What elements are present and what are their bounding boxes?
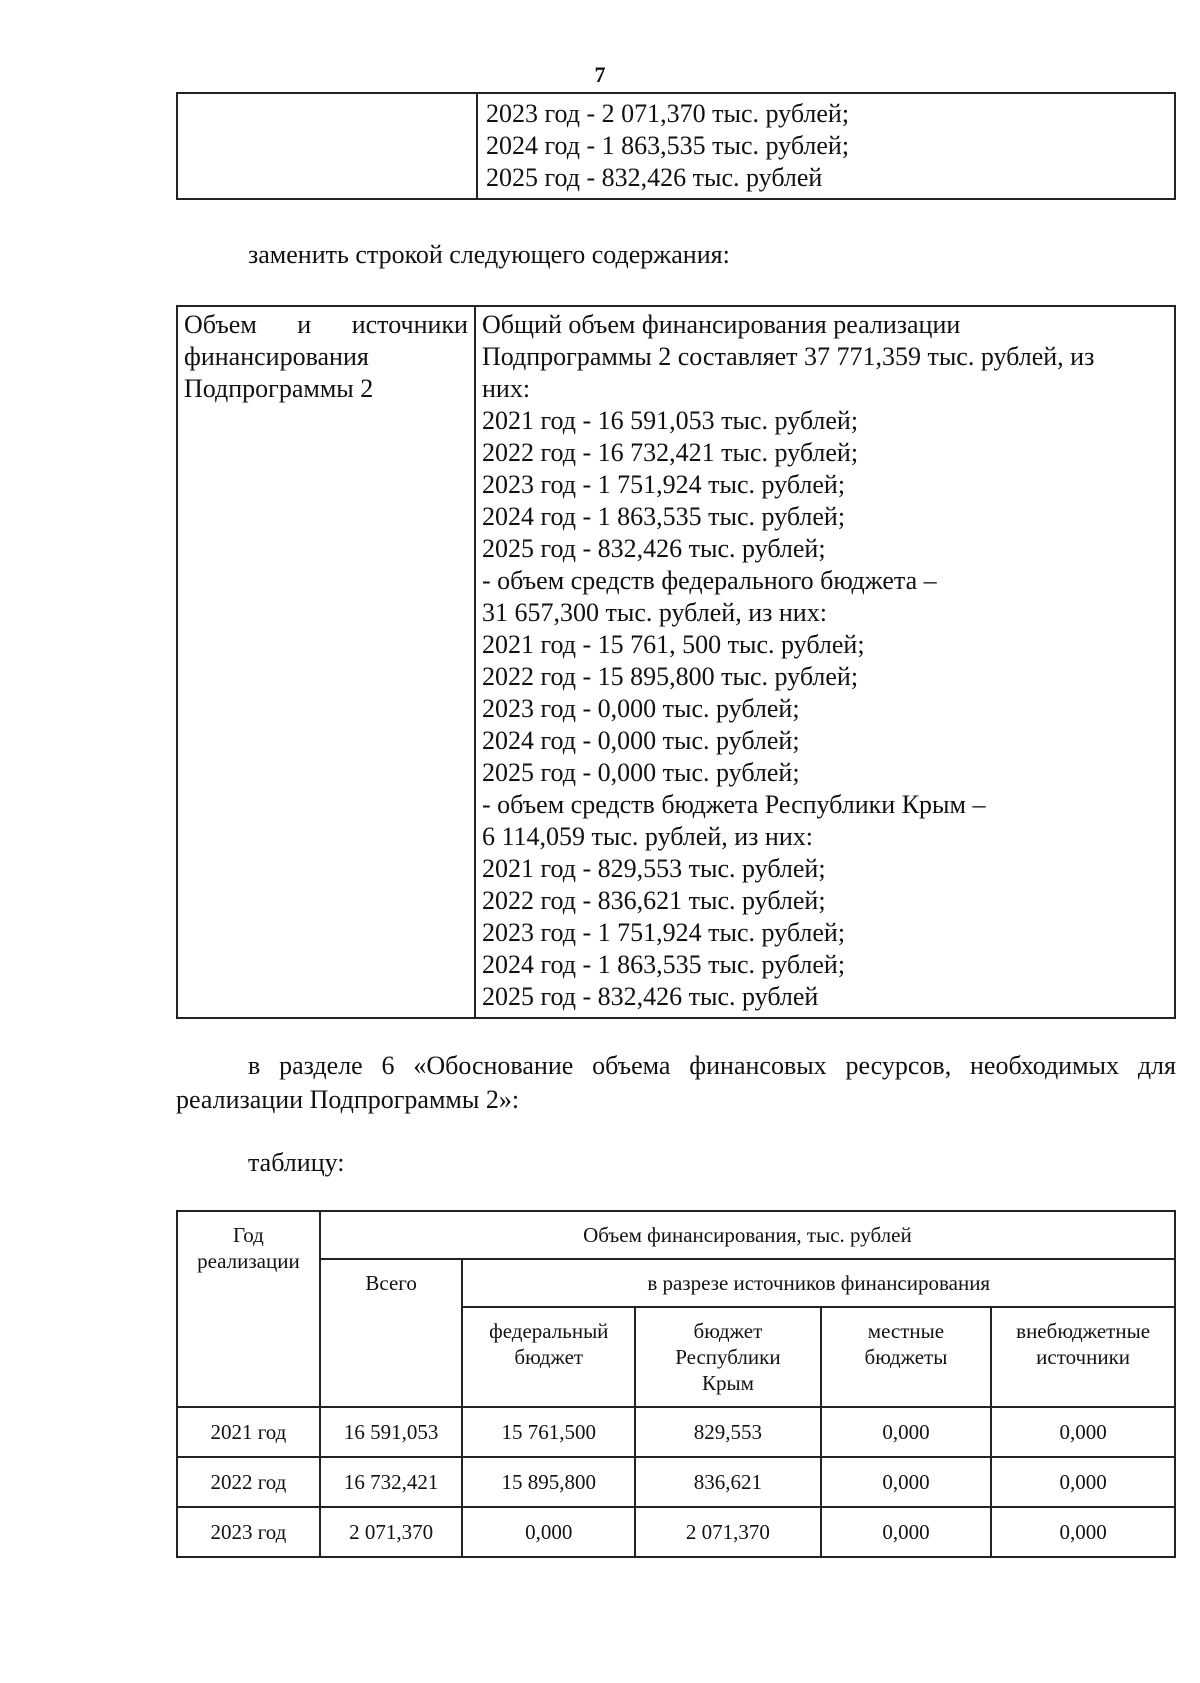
cell-year: 2022 год: [177, 1457, 320, 1507]
cell-crimea: 836,621: [635, 1457, 821, 1507]
funding-line: 2023 год - 0,000 тыс. рублей;: [482, 694, 800, 723]
cell-total: 16 732,421: [320, 1457, 463, 1507]
funding-line: 2025 год - 832,426 тыс. рублей;: [482, 534, 826, 563]
header-volume: Объем финансирования, тыс. рублей: [320, 1211, 1175, 1259]
funding-label-line1: Объем и источники: [184, 310, 468, 339]
funding-details-cell: [475, 306, 1175, 1018]
cell-local: 0,000: [821, 1407, 992, 1457]
cell-federal: 0,000: [462, 1507, 635, 1557]
previous-funding-table: [176, 92, 1176, 200]
funding-line: Подпрограммы 2 составляет 37 771,359 тыс. рублей, из: [482, 342, 1095, 371]
funding-label-line3: Подпрограммы 2: [184, 374, 374, 403]
funding-line: 2022 год - 16 732,421 тыс. рублей;: [482, 438, 859, 467]
funding-line: 31 657,300 тыс. рублей, из них:: [482, 598, 827, 627]
funding-line: - объем средств федерального бюджета –: [482, 566, 937, 595]
funding-line: них:: [482, 374, 531, 403]
funding-lines-cell: [477, 93, 1175, 199]
cell-total: 2 071,370: [320, 1507, 463, 1557]
funding-line: 2025 год - 0,000 тыс. рублей;: [482, 758, 800, 787]
funding-line: 2024 год - 0,000 тыс. рублей;: [482, 726, 800, 755]
funding-line: 2023 год - 1 751,924 тыс. рублей;: [482, 918, 846, 947]
funding-line: 6 114,059 тыс. рублей, из них:: [482, 822, 813, 851]
funding-line: 2025 год - 832,426 тыс. рублей: [482, 982, 819, 1011]
funding-line: 2024 год - 1 863,535 тыс. рублей;: [482, 502, 846, 531]
funding-line: 2021 год - 829,553 тыс. рублей;: [482, 854, 826, 883]
empty-label-cell: [177, 93, 477, 199]
cell-year: 2021 год: [177, 1407, 320, 1457]
table-row: [177, 1507, 1175, 1557]
table-header-row: [177, 1211, 1175, 1259]
header-federal: федеральный бюджет: [462, 1307, 635, 1407]
replace-instruction: заменить строкой следующего содержания:: [248, 240, 730, 269]
section-instruction: в разделе 6 «Обоснование объема финансовых ресурсов, необходимых для реализации Подпрограммы 2»:: [176, 1051, 1176, 1114]
table-word: таблицу:: [248, 1148, 345, 1177]
table-row: [177, 93, 1175, 199]
page-number: 7: [594, 62, 606, 87]
funding-line: 2024 год - 1 863,535 тыс. рублей;: [486, 131, 850, 160]
funding-label-cell: [177, 306, 475, 1018]
header-crimea: бюджет Республики Крым: [635, 1307, 821, 1407]
header-total: Всего: [320, 1259, 463, 1407]
funding-line: - объем средств бюджета Республики Крым –: [482, 790, 986, 819]
cell-extra: 0,000: [991, 1407, 1175, 1457]
funding-line: 2021 год - 16 591,053 тыс. рублей;: [482, 406, 859, 435]
funding-line: 2025 год - 832,426 тыс. рублей: [486, 163, 823, 192]
new-funding-table: [176, 305, 1176, 1019]
funding-line: 2024 год - 1 863,535 тыс. рублей;: [482, 950, 846, 979]
header-sources: в разрезе источников финансирования: [462, 1259, 1175, 1307]
funding-line: 2022 год - 15 895,800 тыс. рублей;: [482, 662, 859, 691]
cell-extra: 0,000: [991, 1507, 1175, 1557]
cell-federal: 15 761,500: [462, 1407, 635, 1457]
cell-total: 16 591,053: [320, 1407, 463, 1457]
cell-extra: 0,000: [991, 1457, 1175, 1507]
funding-line: 2022 год - 836,621 тыс. рублей;: [482, 886, 826, 915]
cell-year: 2023 год: [177, 1507, 320, 1557]
cell-local: 0,000: [821, 1457, 992, 1507]
table-header-row: [177, 1259, 1175, 1307]
table-row: [177, 1457, 1175, 1507]
funding-line: 2021 год - 15 761, 500 тыс. рублей;: [482, 630, 865, 659]
cell-crimea: 829,553: [635, 1407, 821, 1457]
header-local: местные бюджеты: [821, 1307, 992, 1407]
table-row: [177, 306, 1175, 1018]
funding-line: 2023 год - 1 751,924 тыс. рублей;: [482, 470, 846, 499]
cell-crimea: 2 071,370: [635, 1507, 821, 1557]
table-row: [177, 1407, 1175, 1457]
funding-line: 2023 год - 2 071,370 тыс. рублей;: [486, 99, 850, 128]
finance-table: [176, 1210, 1176, 1558]
cell-federal: 15 895,800: [462, 1457, 635, 1507]
header-year: Год реализации: [177, 1211, 320, 1407]
funding-line: Общий объем финансирования реализации: [482, 310, 961, 339]
funding-label-line2: финансирования: [184, 342, 369, 371]
header-extra: внебюджетные источники: [991, 1307, 1175, 1407]
cell-local: 0,000: [821, 1507, 992, 1557]
